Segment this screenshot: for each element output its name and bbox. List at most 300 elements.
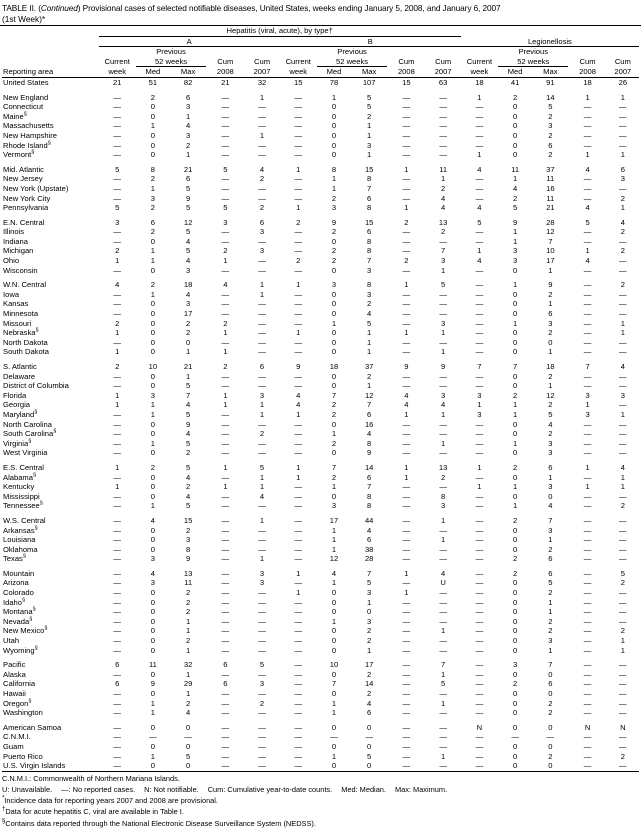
data-cell: 9 (296, 362, 301, 371)
header-52weeks-b: 52 weeks (317, 57, 387, 67)
data-cell: — (258, 347, 266, 357)
data-cell: — (113, 140, 121, 150)
data-cell: 1 (513, 318, 518, 328)
data-cell: 1 (367, 337, 372, 347)
data-cell: — (439, 636, 447, 646)
data-cell: 1 (477, 150, 482, 160)
data-cell: — (258, 419, 266, 429)
data-cell: 107 (362, 77, 376, 87)
title-suffix: ) Provisional cases of selected notifiable diseases, United States, weeks ending January 5, 2008, and January 6, 2007 (77, 3, 501, 13)
data-cell: — (221, 751, 230, 761)
footnote-cnmi: C.N.M.I.: Commonwealth of Northern Mariana Islands. (2, 773, 180, 783)
data-cell: 0 (150, 140, 156, 150)
footnote-section-marker: § (2, 818, 6, 825)
data-cell: 9 (185, 419, 191, 429)
data-cell: — (402, 419, 411, 429)
title-prefix: TABLE II. ( (2, 3, 41, 13)
data-cell: 0 (331, 299, 337, 309)
data-cell: 2 (548, 328, 553, 338)
data-cell: 4 (585, 203, 590, 213)
data-cell: — (402, 289, 411, 299)
data-cell: 3 (477, 390, 482, 400)
data-cell: — (258, 236, 266, 246)
table-body (2, 77, 639, 770)
data-cell: — (221, 193, 230, 203)
data-cell: 1 (331, 174, 337, 184)
data-cell: 6 (367, 472, 372, 482)
data-cell: 0 (150, 448, 156, 458)
data-cell: — (511, 732, 519, 742)
data-cell: 7 (548, 515, 553, 525)
data-cell: 1 (404, 164, 409, 174)
data-cell: — (402, 722, 411, 732)
data-cell: 9 (150, 679, 156, 689)
table-row (2, 554, 639, 564)
data-cell: 1 (150, 256, 156, 266)
data-cell: 6 (259, 217, 265, 227)
data-cell: — (402, 679, 411, 689)
data-cell: — (294, 636, 303, 646)
data-cell: 2 (513, 390, 518, 400)
data-cell: 0 (513, 669, 518, 679)
reporting-area-cell: California (3, 679, 36, 689)
data-cell: 1 (185, 150, 191, 160)
data-cell: — (475, 660, 484, 670)
data-cell: 1 (513, 236, 518, 246)
data-cell: 1 (223, 462, 228, 472)
data-cell: 0 (331, 309, 337, 319)
data-cell: — (475, 761, 484, 771)
data-cell: 1 (115, 400, 120, 410)
header-year-leg-2008: 2008 (579, 67, 597, 77)
data-cell: — (402, 193, 411, 203)
data-cell: — (475, 381, 484, 391)
data-cell: — (113, 501, 121, 511)
reporting-area-cell: Pacific (3, 660, 26, 670)
header-year-a-2007: 2007 (253, 67, 271, 77)
data-cell: 2 (620, 193, 625, 203)
data-cell: — (113, 337, 121, 347)
data-cell: 12 (546, 390, 555, 400)
data-cell: — (439, 121, 447, 131)
data-cell: 0 (331, 607, 337, 617)
data-cell: 5 (115, 164, 120, 174)
header-blank-13 (568, 47, 606, 57)
footnote-marker: § (23, 111, 27, 118)
data-cell: 91 (546, 77, 555, 87)
data-cell: 1 (296, 588, 301, 598)
table-row (2, 516, 639, 526)
data-cell: — (583, 328, 592, 338)
data-cell: — (221, 616, 230, 626)
data-cell: 0 (513, 626, 518, 636)
header-max-b: Max (361, 67, 377, 77)
data-cell: — (221, 448, 230, 458)
data-cell: 1 (331, 535, 337, 545)
table-row (2, 246, 639, 256)
data-cell: — (294, 183, 303, 193)
data-cell: — (619, 299, 627, 309)
reporting-area-cell: New England (3, 92, 49, 102)
data-cell: — (475, 429, 484, 439)
data-cell: 2 (185, 607, 191, 617)
data-cell: — (294, 660, 303, 670)
reporting-area-cell: Iowa (3, 289, 20, 299)
reporting-area-cell: Louisiana (3, 535, 36, 545)
header-blank-11 (426, 47, 461, 57)
data-cell: 37 (546, 164, 555, 174)
data-cell: 2 (620, 246, 625, 256)
data-cell: 2 (296, 217, 301, 227)
data-cell: — (475, 669, 484, 679)
data-cell: — (619, 256, 627, 266)
data-cell: 1 (620, 318, 625, 328)
data-cell: — (583, 280, 592, 290)
reporting-area-cell: Virginia§ (3, 438, 32, 448)
data-cell: 5 (185, 183, 191, 193)
data-cell: — (258, 669, 266, 679)
data-cell: 1 (477, 246, 482, 256)
data-cell: 21 (221, 77, 230, 87)
data-cell: 3 (367, 588, 372, 598)
reporting-area-cell: Delaware (3, 371, 36, 381)
table-row (2, 102, 639, 112)
data-cell: — (439, 150, 447, 160)
table-row (2, 752, 639, 762)
table-row (2, 689, 639, 699)
data-cell: — (619, 429, 627, 439)
data-cell: 1 (115, 347, 120, 357)
data-cell: — (619, 102, 627, 112)
data-cell: — (475, 318, 484, 328)
data-cell: 2 (331, 193, 337, 203)
data-cell: 0 (513, 111, 518, 121)
data-cell: — (475, 626, 484, 636)
reporting-area-cell: Vermont§ (3, 149, 35, 160)
table-row (2, 328, 639, 338)
data-cell: 0 (513, 150, 518, 160)
data-cell: 18 (183, 280, 193, 290)
data-cell: N (584, 722, 591, 732)
data-cell: — (221, 501, 230, 511)
table-row (2, 501, 639, 511)
footnote-dagger (2, 806, 639, 817)
reporting-area-cell: Kansas (3, 299, 29, 309)
data-cell: 0 (150, 689, 156, 698)
data-cell: — (439, 111, 447, 121)
data-cell: — (583, 689, 592, 698)
table-row (2, 362, 639, 372)
data-cell: — (583, 660, 592, 670)
data-cell: 2 (367, 111, 372, 121)
data-cell: — (583, 318, 592, 328)
data-cell: — (258, 371, 266, 381)
data-cell: — (583, 515, 592, 525)
reporting-area-cell: District of Columbia (3, 381, 69, 391)
data-cell: 4 (585, 164, 590, 174)
data-cell: — (113, 429, 121, 439)
data-cell: — (294, 227, 303, 237)
data-cell: 1 (620, 203, 625, 213)
reporting-area-cell: Arkansas§ (3, 524, 38, 535)
data-cell: — (113, 265, 121, 275)
table-row (2, 526, 639, 536)
data-cell: — (439, 236, 447, 246)
data-cell: — (402, 636, 411, 646)
table-row (2, 150, 639, 160)
data-cell: 0 (331, 337, 337, 347)
data-cell: — (583, 607, 592, 617)
data-cell: — (402, 299, 411, 309)
data-cell: 1 (150, 400, 156, 410)
header-52weeks-leg: 52 weeks (498, 57, 568, 67)
data-cell: — (402, 525, 411, 535)
data-cell: 10 (546, 246, 555, 256)
data-cell: 3 (259, 227, 265, 237)
data-cell: 0 (513, 597, 518, 607)
data-cell: — (583, 174, 592, 184)
table-row (2, 670, 639, 680)
data-cell: 2 (548, 708, 553, 718)
data-cell: — (113, 732, 121, 742)
data-cell: — (583, 347, 592, 357)
data-cell: — (294, 669, 303, 679)
data-cell: 3 (585, 409, 590, 419)
data-cell: — (439, 482, 447, 492)
data-cell: — (439, 299, 447, 309)
data-cell: — (619, 448, 627, 458)
data-cell: 78 (329, 77, 339, 87)
data-cell: 4 (441, 400, 446, 410)
data-cell: 2 (513, 92, 518, 102)
data-cell: — (619, 708, 627, 718)
data-cell: — (402, 515, 411, 525)
data-cell: — (475, 741, 484, 751)
data-cell: — (113, 544, 121, 554)
data-cell: — (294, 626, 303, 636)
data-cell: — (258, 337, 266, 347)
table-row (2, 448, 639, 458)
data-cell: — (402, 183, 411, 193)
data-cell: — (221, 183, 230, 193)
reporting-area-cell: Minnesota (3, 309, 39, 319)
header-med-leg: Med (507, 67, 523, 77)
data-cell: 5 (185, 462, 191, 472)
data-cell: — (475, 111, 484, 121)
data-cell: — (294, 299, 303, 309)
header-max-a: Max (180, 67, 196, 77)
data-cell: 5 (185, 246, 191, 256)
data-cell: 0 (331, 597, 337, 607)
data-cell: 44 (364, 515, 374, 525)
data-cell: — (619, 525, 627, 535)
footnote-marker: § (22, 553, 26, 560)
data-cell: 3 (548, 482, 553, 492)
data-cell: — (258, 722, 266, 732)
footnote-marker: § (34, 524, 38, 531)
data-cell: 4 (367, 309, 372, 319)
data-cell: 2 (331, 409, 337, 419)
data-cell: 0 (513, 419, 518, 429)
data-cell: 1 (115, 482, 120, 492)
data-cell: — (221, 140, 230, 150)
data-cell: — (294, 438, 303, 448)
data-cell: 15 (364, 217, 374, 227)
data-cell: 1 (185, 645, 191, 655)
footnote-star (2, 795, 639, 806)
data-cell: 7 (585, 362, 590, 371)
data-cell: 1 (115, 390, 120, 400)
data-cell: 0 (548, 491, 553, 501)
data-cell: 7 (367, 568, 372, 578)
data-cell: 3 (331, 203, 337, 213)
data-cell: 16 (364, 419, 374, 429)
page-subtitle: (1st Week)* (0, 14, 641, 26)
reporting-area-cell: Idaho§ (3, 597, 26, 607)
data-cell: 14 (546, 92, 555, 102)
data-cell: 0 (331, 741, 337, 751)
data-cell: 1 (223, 390, 228, 400)
data-cell: — (439, 371, 447, 381)
header-med-a: Med (145, 67, 161, 77)
data-cell: — (294, 448, 303, 458)
reporting-area-cell: Kentucky (3, 482, 35, 492)
data-cell: — (402, 689, 411, 698)
data-cell: — (294, 419, 303, 429)
data-cell: 1 (477, 462, 482, 472)
data-cell: 3 (185, 299, 191, 309)
data-cell: — (221, 102, 230, 112)
data-cell: — (113, 289, 121, 299)
header-type-a: A (99, 36, 280, 47)
data-cell: 2 (331, 472, 337, 482)
data-cell: 0 (513, 130, 518, 140)
data-cell: 0 (331, 289, 337, 299)
data-cell: 3 (513, 256, 518, 266)
data-cell: — (619, 761, 627, 771)
data-cell: 2 (404, 256, 409, 266)
reporting-area-cell: Guam (3, 741, 24, 751)
data-cell: 4 (150, 568, 156, 578)
data-cell: — (294, 309, 303, 319)
data-cell: 2 (259, 429, 265, 439)
data-cell: — (583, 140, 592, 150)
data-cell: 6 (185, 92, 191, 102)
data-cell: 6 (367, 227, 372, 237)
data-cell: 1 (404, 409, 409, 419)
data-cell: — (113, 150, 121, 160)
data-cell: — (221, 337, 230, 347)
data-cell: — (113, 227, 121, 237)
data-cell: 1 (150, 289, 156, 299)
data-cell: — (294, 347, 303, 357)
data-cell: — (221, 636, 230, 646)
data-cell: 0 (513, 689, 518, 698)
data-cell: — (475, 140, 484, 150)
data-cell: — (583, 309, 592, 319)
data-cell: 0 (150, 626, 156, 636)
header-blank-7 (206, 47, 244, 57)
data-cell: 2 (513, 568, 518, 578)
data-cell: 1 (185, 689, 191, 698)
data-cell: 9 (185, 554, 191, 564)
header-52weeks-a: 52 weeks (136, 57, 206, 67)
data-cell: — (221, 409, 230, 419)
data-cell: — (221, 429, 230, 439)
data-cell: 0 (331, 130, 337, 140)
data-cell: 1 (259, 409, 265, 419)
data-cell: 0 (331, 669, 337, 679)
data-cell: 1 (331, 525, 337, 535)
data-cell: — (619, 588, 627, 598)
header-blank-8 (244, 47, 279, 57)
data-cell: 1 (513, 482, 518, 492)
header-cum-b-2008: Cum (398, 57, 415, 67)
footnote-marker: § (35, 327, 39, 334)
data-cell: 2 (620, 280, 625, 290)
data-cell: 7 (331, 462, 337, 472)
data-cell: 1 (150, 246, 156, 256)
data-cell: 3 (185, 265, 191, 275)
reporting-area-cell: W.N. Central (3, 280, 47, 290)
data-cell: — (439, 741, 447, 751)
legend-med: Med: Median. (341, 784, 386, 794)
data-cell: 0 (150, 544, 156, 554)
data-cell: — (402, 554, 411, 564)
data-cell: — (583, 193, 592, 203)
reporting-area-cell: W.S. Central (3, 515, 46, 525)
data-cell: 2 (223, 246, 228, 256)
data-cell: 1 (513, 280, 518, 290)
data-cell: 6 (548, 568, 553, 578)
data-cell: — (113, 121, 121, 131)
table-row (2, 319, 639, 329)
data-cell: 5 (548, 409, 553, 419)
data-cell: 3 (620, 390, 625, 400)
legend-not-notifiable: N: Not notifiable. (144, 784, 199, 794)
data-cell: 82 (183, 77, 193, 87)
data-cell: — (294, 429, 303, 439)
data-cell: — (619, 535, 627, 545)
data-cell: — (294, 761, 303, 771)
reporting-area-cell: S. Atlantic (3, 362, 37, 371)
data-cell: 3 (259, 568, 265, 578)
data-cell: — (294, 130, 303, 140)
data-cell: — (583, 227, 592, 237)
header-year-a-2008: 2008 (216, 67, 234, 77)
data-cell: 0 (331, 722, 337, 732)
data-cell: 4 (477, 164, 482, 174)
data-cell: — (402, 732, 411, 742)
data-cell: — (221, 419, 230, 429)
data-cell: 6 (548, 462, 553, 472)
reporting-area-cell: Georgia (3, 400, 31, 410)
data-cell: 2 (331, 256, 337, 266)
table-row (2, 165, 639, 175)
data-cell: 2 (331, 400, 337, 410)
data-cell: 7 (548, 236, 553, 246)
data-cell: — (294, 150, 303, 160)
reporting-area-cell: Oklahoma (3, 544, 38, 554)
data-cell: — (619, 121, 627, 131)
data-cell: 3 (513, 246, 518, 256)
reporting-area-cell: Montana§ (3, 606, 36, 617)
data-cell: 5 (259, 462, 265, 472)
data-cell: — (258, 501, 266, 511)
data-cell: 2 (223, 362, 228, 371)
table-row (2, 439, 639, 449)
header-row-types (2, 36, 639, 47)
